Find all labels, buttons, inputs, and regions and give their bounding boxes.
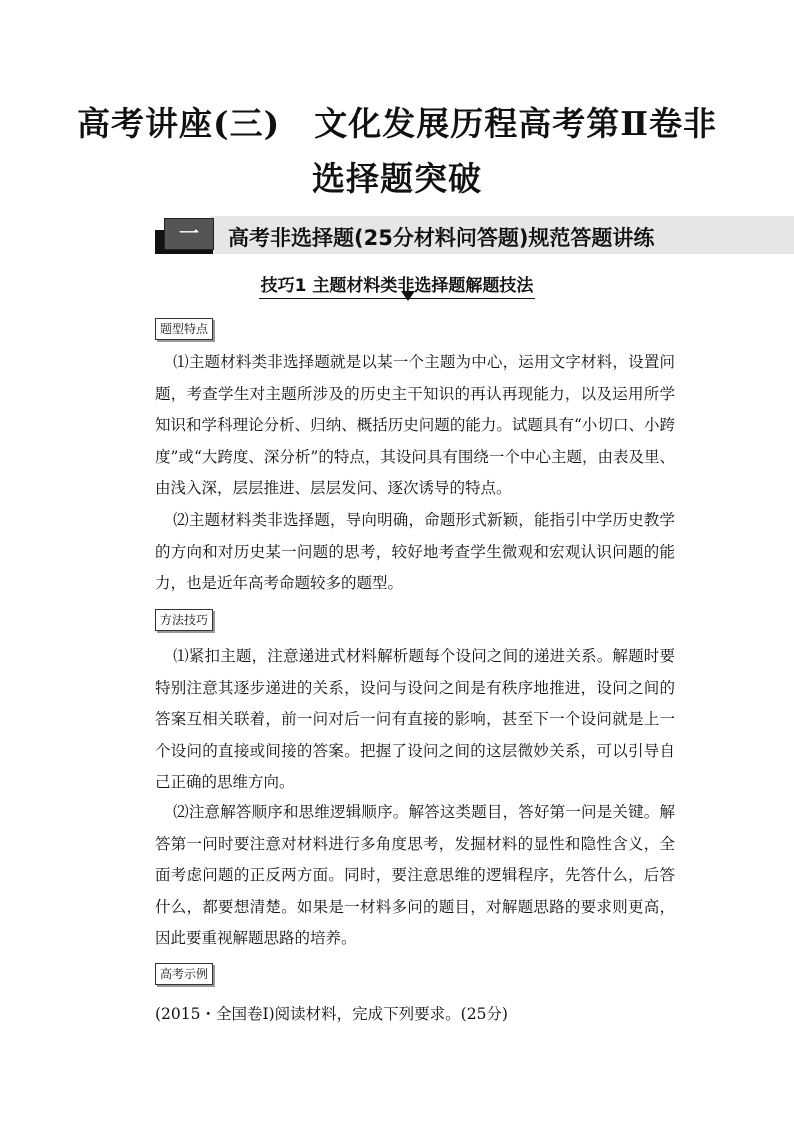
methods-paragraph-1-text: ⑴紧扣主题，注意递进式材料解析题每个设问之间的递进关系。解题时要特别注意其逐步递进的关系，设问与设问之间是有秩序地推进，设问之间的答案互相关联着，前一问对后一问有直接的影响，甚至下一个设问就是上一个设问的直接或间接的答案。把握了设问之间的这层微妙关系，可以引导自己正确的思维方向。 [155, 647, 675, 791]
features-label: 题型特点 [155, 318, 213, 340]
example-label: 高考示例 [155, 963, 213, 985]
example-question-text: (2015・全国卷Ⅰ)阅读材料，完成下列要求。(25分) [155, 1005, 508, 1023]
skill-heading-text: 技巧1 主题材料类非选择题解题技法 [259, 276, 536, 299]
section-heading-bar [155, 214, 794, 254]
features-paragraph-2-text: ⑵主题材料类非选择题，导向明确，命题形式新颖，能指引中学历史教学的方向和对历史某一问题的思考，较好地考查学生微观和宏观认识问题的能力，也是近年高考命题较多的题型。 [155, 511, 675, 592]
methods-paragraph-2 [155, 797, 675, 955]
methods-paragraph-1 [155, 641, 675, 799]
features-paragraph-1-text: ⑴主题材料类非选择题就是以某一个主题为中心，运用文字材料，设置问题，考查学生对主题所涉及的历史主干知识的再认再现能力，以及运用所学知识和学科理论分析、归纳、概括历史问题的能力。试题具有“小切口、小跨度”或“大跨度、深分析”的特点，其设问具有围绕一个中心主题，由表及里、由浅入深，层层推进、层层发问、逐次诱导的特点。 [155, 353, 675, 497]
section-number: 一 [164, 218, 214, 250]
features-paragraph-1 [155, 347, 675, 505]
down-triangle-icon [401, 291, 415, 301]
methods-paragraph-2-text: ⑵注意解答顺序和思维逻辑顺序。解答这类题目，答好第一问是关键。解答第一问时要注意对材料进行多角度思考，发掘材料的显性和隐性含义，全面考虑问题的正反两方面。同时，要注意思维的逻辑程序，先答什么，后答什么，都要想清楚。如果是一材料多问的题目，对解题思路的要求则更高，因此要重视解题思路的培养。 [155, 803, 675, 947]
page-title-line-1: 高考讲座(三) 文化发展历程高考第Ⅱ卷非 [76, 104, 718, 143]
page-title-line-2: 选择题突破 [312, 159, 482, 198]
section-title: 高考非选择题(25分材料问答题)规范答题讲练 [228, 226, 655, 250]
features-paragraph-2 [155, 505, 675, 600]
methods-label: 方法技巧 [155, 609, 213, 631]
skill-heading [0, 271, 794, 296]
